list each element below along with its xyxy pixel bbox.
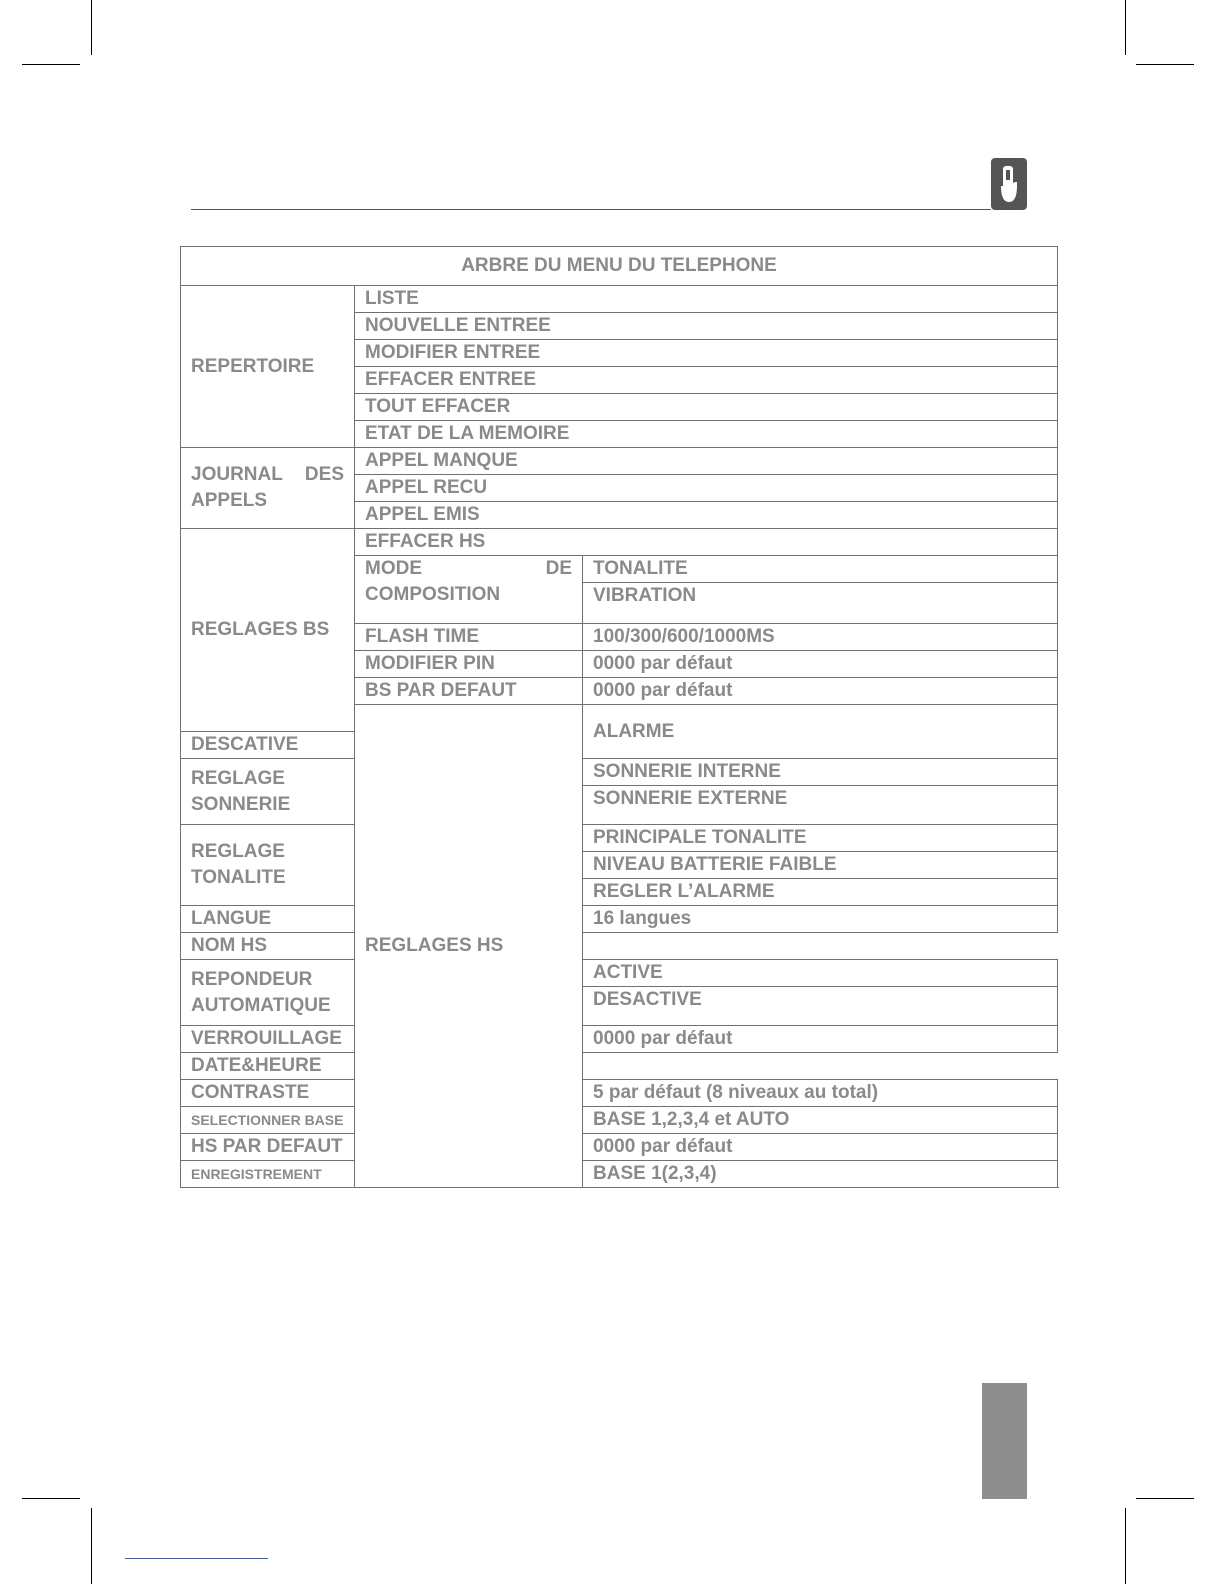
menu-item: NOM HS (181, 933, 583, 960)
option-value: 5 par défaut (8 niveaux au total) (583, 1080, 1058, 1107)
category-enregistrement: ENREGISTREMENT (181, 1161, 355, 1188)
menu-item: VERROUILLAGE (181, 1026, 355, 1053)
option-value: 0000 par défaut (583, 1026, 1058, 1053)
option-value: 0000 par défaut (583, 678, 1058, 705)
menu-item-label: MODE (365, 558, 422, 579)
menu-item: EFFACER HS (355, 529, 1058, 556)
option-value: 0000 par défaut (583, 1134, 1058, 1161)
option-value: PRINCIPALE TONALITE (583, 825, 1058, 852)
crop-mark (1125, 1508, 1126, 1584)
option-value: SONNERIE INTERNE (583, 759, 1058, 786)
menu-item: TOUT EFFACER (355, 394, 1058, 421)
option-value: SONNERIE EXTERNE (583, 786, 1058, 825)
menu-item-mode-composition (355, 556, 583, 624)
option-value: 100/300/600/1000MS (583, 624, 1058, 651)
crop-mark (22, 64, 80, 65)
footer-link-underline (125, 1558, 268, 1559)
crop-mark (91, 1508, 92, 1584)
menu-item: DATE&HEURE (181, 1053, 583, 1080)
category-reglages-hs: REGLAGES HS (355, 705, 583, 1188)
menu-item: NOUVELLE ENTREE (355, 313, 1058, 340)
menu-item: APPEL MANQUE (355, 448, 1058, 475)
menu-item-label: REGLAGE (191, 841, 285, 862)
menu-item: HS PAR DEFAUT (181, 1134, 355, 1161)
menu-item: LISTE (355, 286, 1058, 313)
menu-item-reglage-sonnerie (181, 759, 355, 825)
handset-icon (991, 158, 1027, 210)
menu-item-repondeur (181, 960, 355, 1026)
category-journal (181, 448, 355, 529)
menu-item: LANGUE (181, 906, 355, 933)
menu-item: BASE 1(2,3,4) (583, 1161, 1058, 1188)
crop-mark (1136, 64, 1194, 65)
menu-item: APPEL EMIS (355, 502, 1058, 529)
menu-item: ETAT DE LA MEMOIRE (355, 421, 1058, 448)
crop-mark (1136, 1498, 1194, 1499)
menu-item-label: SONNERIE (191, 793, 291, 815)
menu-item-label: COMPOSITION (365, 584, 501, 605)
menu-item-label: DE (545, 558, 572, 579)
menu-item: FLASH TIME (355, 624, 583, 651)
menu-item: BS PAR DEFAUT (355, 678, 583, 705)
category-label: DES (304, 464, 344, 485)
menu-item: SELECTIONNER BASE (181, 1107, 355, 1134)
option-value: REGLER L’ALARME (583, 879, 1058, 906)
category-label: APPELS (191, 490, 268, 511)
menu-item: MODIFIER ENTREE (355, 340, 1058, 367)
option-value: 0000 par défaut (583, 651, 1058, 678)
crop-mark (22, 1498, 80, 1499)
category-repertoire: REPERTOIRE (181, 286, 355, 448)
menu-item-label: AUTOMATIQUE (191, 994, 331, 1016)
option-value: VIBRATION (583, 583, 1058, 624)
menu-item: APPEL RECU (355, 475, 1058, 502)
menu-item-reglage-tonalite (181, 825, 355, 906)
category-reglages-bs: REGLAGES BS (181, 529, 355, 732)
table-title: ARBRE DU MENU DU TELEPHONE (181, 247, 1058, 286)
crop-mark (1125, 0, 1126, 55)
menu-item-label: REGLAGE (191, 767, 285, 789)
menu-item: EFFACER ENTREE (355, 367, 1058, 394)
crop-mark (91, 0, 92, 55)
menu-tree-table (180, 246, 1058, 1188)
option-value: NIVEAU BATTERIE FAIBLE (583, 852, 1058, 879)
option-value: TONALITE (583, 556, 1058, 583)
menu-item-label: REPONDEUR (191, 968, 313, 990)
option-value: BASE 1,2,3,4 et AUTO (583, 1107, 1058, 1134)
header-rule (191, 209, 991, 210)
option-value: 16 langues (583, 906, 1058, 933)
option-value: DESACTIVE (583, 987, 1058, 1026)
option-value: DESCATIVE (181, 732, 355, 759)
menu-item-label: TONALITE (191, 867, 286, 888)
menu-item: ALARME (583, 705, 1058, 759)
page-side-tab (982, 1383, 1027, 1499)
menu-item: MODIFIER PIN (355, 651, 583, 678)
option-value: ACTIVE (583, 960, 1058, 987)
category-label: JOURNAL (191, 464, 283, 485)
menu-item: CONTRASTE (181, 1080, 355, 1107)
